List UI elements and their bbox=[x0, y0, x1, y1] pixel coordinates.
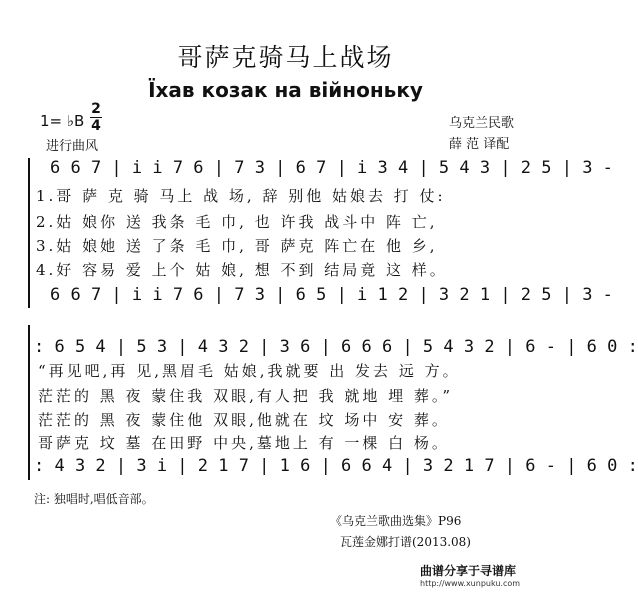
system2-melody-lower: : 4 3 2 | 3 i | 2 1 7 | 1 6 | 6 6 4 | 3 2 1 7 | 6 - | 6 0 : bbox=[34, 456, 638, 476]
site-watermark: 曲谱分享于寻谱库 bbox=[420, 564, 517, 578]
key-signature: 1= ♭B bbox=[40, 112, 85, 130]
system1-lyric-verse-2: 2.姑 娘你 送 我条 毛 巾, 也 许我 战斗中 阵 亡, bbox=[36, 213, 438, 231]
performance-footnote: 注: 独唱时,唱低音部。 bbox=[34, 492, 154, 506]
system2-brace bbox=[28, 325, 30, 480]
system2-lyric-verse-1: “再见吧,再 见,黑眉毛 姑娘,我就要 出 发去 远 方。 bbox=[38, 362, 461, 380]
time-signature bbox=[90, 102, 102, 133]
song-title-ukrainian: Їхав козак на війноньку bbox=[148, 78, 423, 102]
system1-lyric-verse-3: 3.姑 娘她 送 了条 毛 巾, 哥 萨克 阵亡在 他 乡, bbox=[36, 237, 438, 255]
system1-lyric-verse-1: 1.哥 萨 克 骑 马上 战 场, 辞 别他 姑娘去 打 仗: bbox=[36, 187, 446, 205]
system1-melody-upper: 6 6 7 | i i 7 6 | 7 3 | 6 7 | i 3 4 | 5 4 3 | 2 5 | 3 - bbox=[50, 158, 613, 178]
system1-lyric-verse-4: 4.好 容易 爱 上个 姑 娘, 想 不到 结局竟 这 样。 bbox=[36, 261, 448, 279]
source-citation: 《乌克兰歌曲选集》P96 bbox=[330, 514, 462, 528]
system2-melody-upper: : 6 5 4 | 5 3 | 4 3 2 | 3 6 | 6 6 6 | 5 4 3 2 | 6 - | 6 0 : bbox=[34, 337, 638, 357]
time-signature-top: 2 bbox=[91, 101, 101, 117]
system2-lyric-verse-4: 哥萨克 坟 墓 在田野 中央,墓地上 有 一棵 白 杨。 bbox=[38, 434, 450, 452]
transcriber-credit: 瓦莲金娜打谱(2013.08) bbox=[340, 535, 471, 549]
tempo-marking: 进行曲风 bbox=[46, 139, 99, 154]
arranger-credit: 薛 范 译配 bbox=[449, 137, 510, 152]
system2-lyric-verse-2: 茫茫的 黑 夜 蒙住我 双眼,有人把 我 就地 埋 葬。” bbox=[38, 387, 454, 405]
system1-melody-lower: 6 6 7 | i i 7 6 | 7 3 | 6 5 | i 1 2 | 3 2 1 | 2 5 | 3 - bbox=[50, 285, 613, 305]
site-watermark-url: http://www.xunpuku.com bbox=[420, 579, 521, 588]
system1-brace bbox=[28, 158, 30, 308]
time-signature-bottom: 4 bbox=[91, 118, 101, 134]
song-title-chinese: 哥萨克骑马上战场 bbox=[177, 43, 394, 72]
song-origin: 乌克兰民歌 bbox=[449, 116, 515, 131]
system2-lyric-verse-3: 茫茫的 黑 夜 蒙住他 双眼,他就在 坟 场中 安 葬。 bbox=[38, 411, 450, 429]
